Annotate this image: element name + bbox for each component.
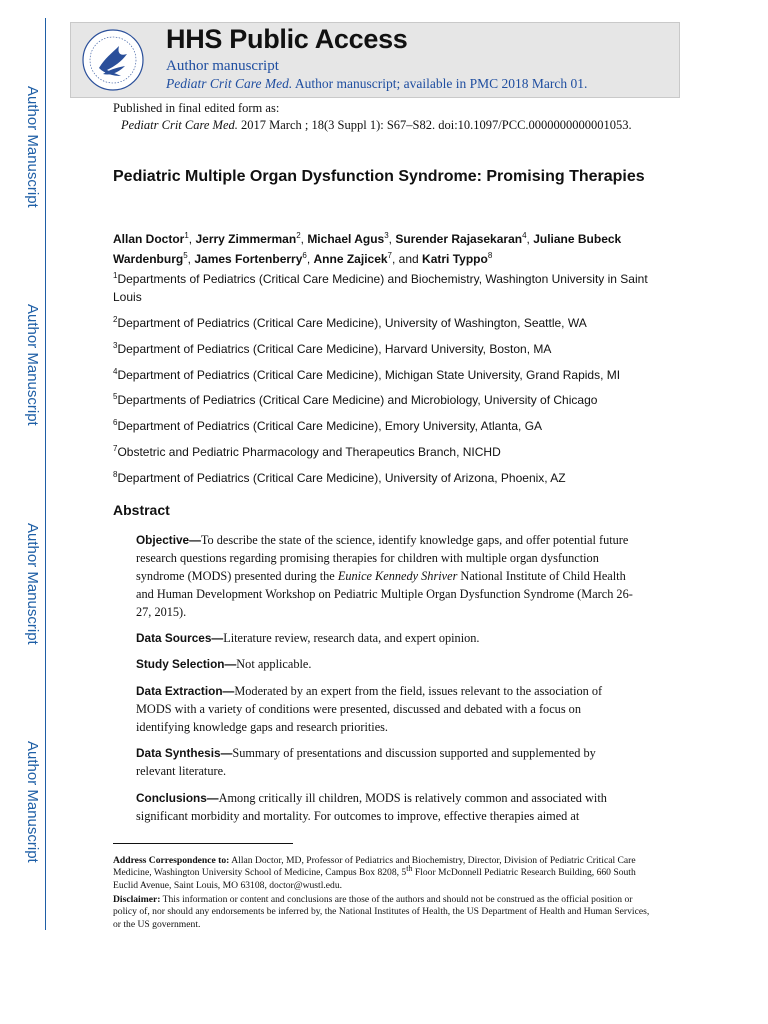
affiliation: $^5$Departments of Pediatrics (Critical Care Medicine) and Microbiology, University of Chicago xyxy=(113,392,598,407)
pmc-availability-line xyxy=(166,76,587,92)
hhs-eagle-seal-icon xyxy=(81,28,145,92)
affiliation: $^3$Department of Pediatrics (Critical Care Medicine), Harvard University, Boston, MA xyxy=(113,341,552,356)
footnote-divider xyxy=(113,843,293,844)
article-title: Pediatric Multiple Organ Dysfunction Syndrome: Promising Therapies xyxy=(113,168,645,185)
abstract-data-synthesis: Data Synthesis—Summary of presentations and discussion supported and supplemented by relevant literature. xyxy=(136,746,596,778)
abstract-data-sources: Data Sources—Literature review, research data, and expert opinion. xyxy=(136,631,480,645)
author: James Fortenberry$^6$, xyxy=(194,251,314,266)
author: Anne Zajicek$^7$, and xyxy=(313,251,423,266)
journal-name: Pediatr Crit Care Med. xyxy=(166,76,293,91)
author: Jerry Zimmerman$^2$, xyxy=(195,231,308,246)
abstract-conclusions: Conclusions—Among critically ill children, MODS is relatively common and associated with significant morbidity and mortality. For outcomes to improve, effective therapies aimed at xyxy=(136,791,607,823)
affiliation: $^4$Department of Pediatrics (Critical Care Medicine), Michigan State University, Grand Rapids, MI xyxy=(113,367,621,382)
availability-text: Author manuscript; available in PMC 2018 March 01. xyxy=(292,76,588,91)
affiliation: $^8$Department of Pediatrics (Critical Care Medicine), University of Arizona, Phoenix, AZ xyxy=(113,470,566,485)
side-label-author-manuscript: Author Manuscript xyxy=(24,523,41,645)
affiliation: $^2$Department of Pediatrics (Critical Care Medicine), University of Washington, Seattle, WA xyxy=(113,315,587,330)
abstract-study-selection: Study Selection—Not applicable. xyxy=(136,657,312,671)
citation-journal: Pediatr Crit Care Med. xyxy=(121,118,238,132)
affiliation: $^7$Obstetric and Pediatric Pharmacology and Therapeutics Branch, NICHD xyxy=(113,444,501,459)
footnote-correspondence: Address Correspondence to: Allan Doctor, MD, Professor of Pediatrics and Biochemistry, Director, Division of Pediatric Critical Care Medicine, Washington University School of Medicine, Campus Box 8208, 5th Floor McDonnell Pediatric Research Building, 660 South Euclid Avenue, Saint Louis, MO 63108, doctor@wustl.edu. xyxy=(113,855,636,891)
footnote-disclaimer: Disclaimer: This information or content and conclusions are those of the authors and should not be construed as the official position or policy of, nor should any endorsements be inferred by, the National Institutes of Health, the US Department of Health and Human Services, or the US government. xyxy=(113,894,650,930)
side-rule xyxy=(45,18,46,930)
author: Katri Typpo$^8$ xyxy=(422,251,493,266)
citation-details: 2017 March ; 18(3 Suppl 1): S67–S82. doi:10.1097/PCC.0000000000001053. xyxy=(237,118,632,132)
affiliation: $^1$Departments of Pediatrics (Critical Care Medicine) and Biochemistry, Washington University in Saint Louis xyxy=(113,271,648,304)
author: Allan Doctor$^1$, xyxy=(113,231,196,246)
hhs-header xyxy=(70,22,680,98)
abstract-data-extraction: Data Extraction—Moderated by an expert from the field, issues relevant to the association of MODS with a variety of conditions were presented, discussed and debated with a focus on identifying knowledge gaps and research priorities. xyxy=(136,684,603,734)
side-label-author-manuscript: Author Manuscript xyxy=(24,86,41,208)
author-list xyxy=(113,229,693,269)
author: Juliane Bubeck Wardenburg$^5$, xyxy=(113,232,622,266)
author-manuscript-subtitle: Author manuscript xyxy=(166,58,279,74)
abstract-heading: Abstract xyxy=(113,502,170,518)
side-label-author-manuscript: Author Manuscript xyxy=(24,741,41,863)
abstract-objective: Objective—To describe the state of the science, identify knowledge gaps, and offer potential future research questions regarding promising therapies for children with multiple organ dysfunction syndrome (MODS) presented during the Eunice Kennedy Shriver National Institute of Child Health and Human Development Workshop on Pediatric Multiple Organ Dysfunction Syndrome (March 26-27, 2015). xyxy=(136,533,633,619)
side-label-author-manuscript: Author Manuscript xyxy=(24,304,41,426)
published-label: Published in final edited form as: xyxy=(113,101,280,115)
citation xyxy=(113,117,632,134)
author: Surender Rajasekaran$^4$, xyxy=(395,231,534,246)
hhs-public-access-title: HHS Public Access xyxy=(166,24,408,54)
affiliation: $^6$Department of Pediatrics (Critical Care Medicine), Emory University, Atlanta, GA xyxy=(113,418,543,433)
author: Michael Agus$^3$, xyxy=(307,231,396,246)
publication-note xyxy=(113,100,632,134)
